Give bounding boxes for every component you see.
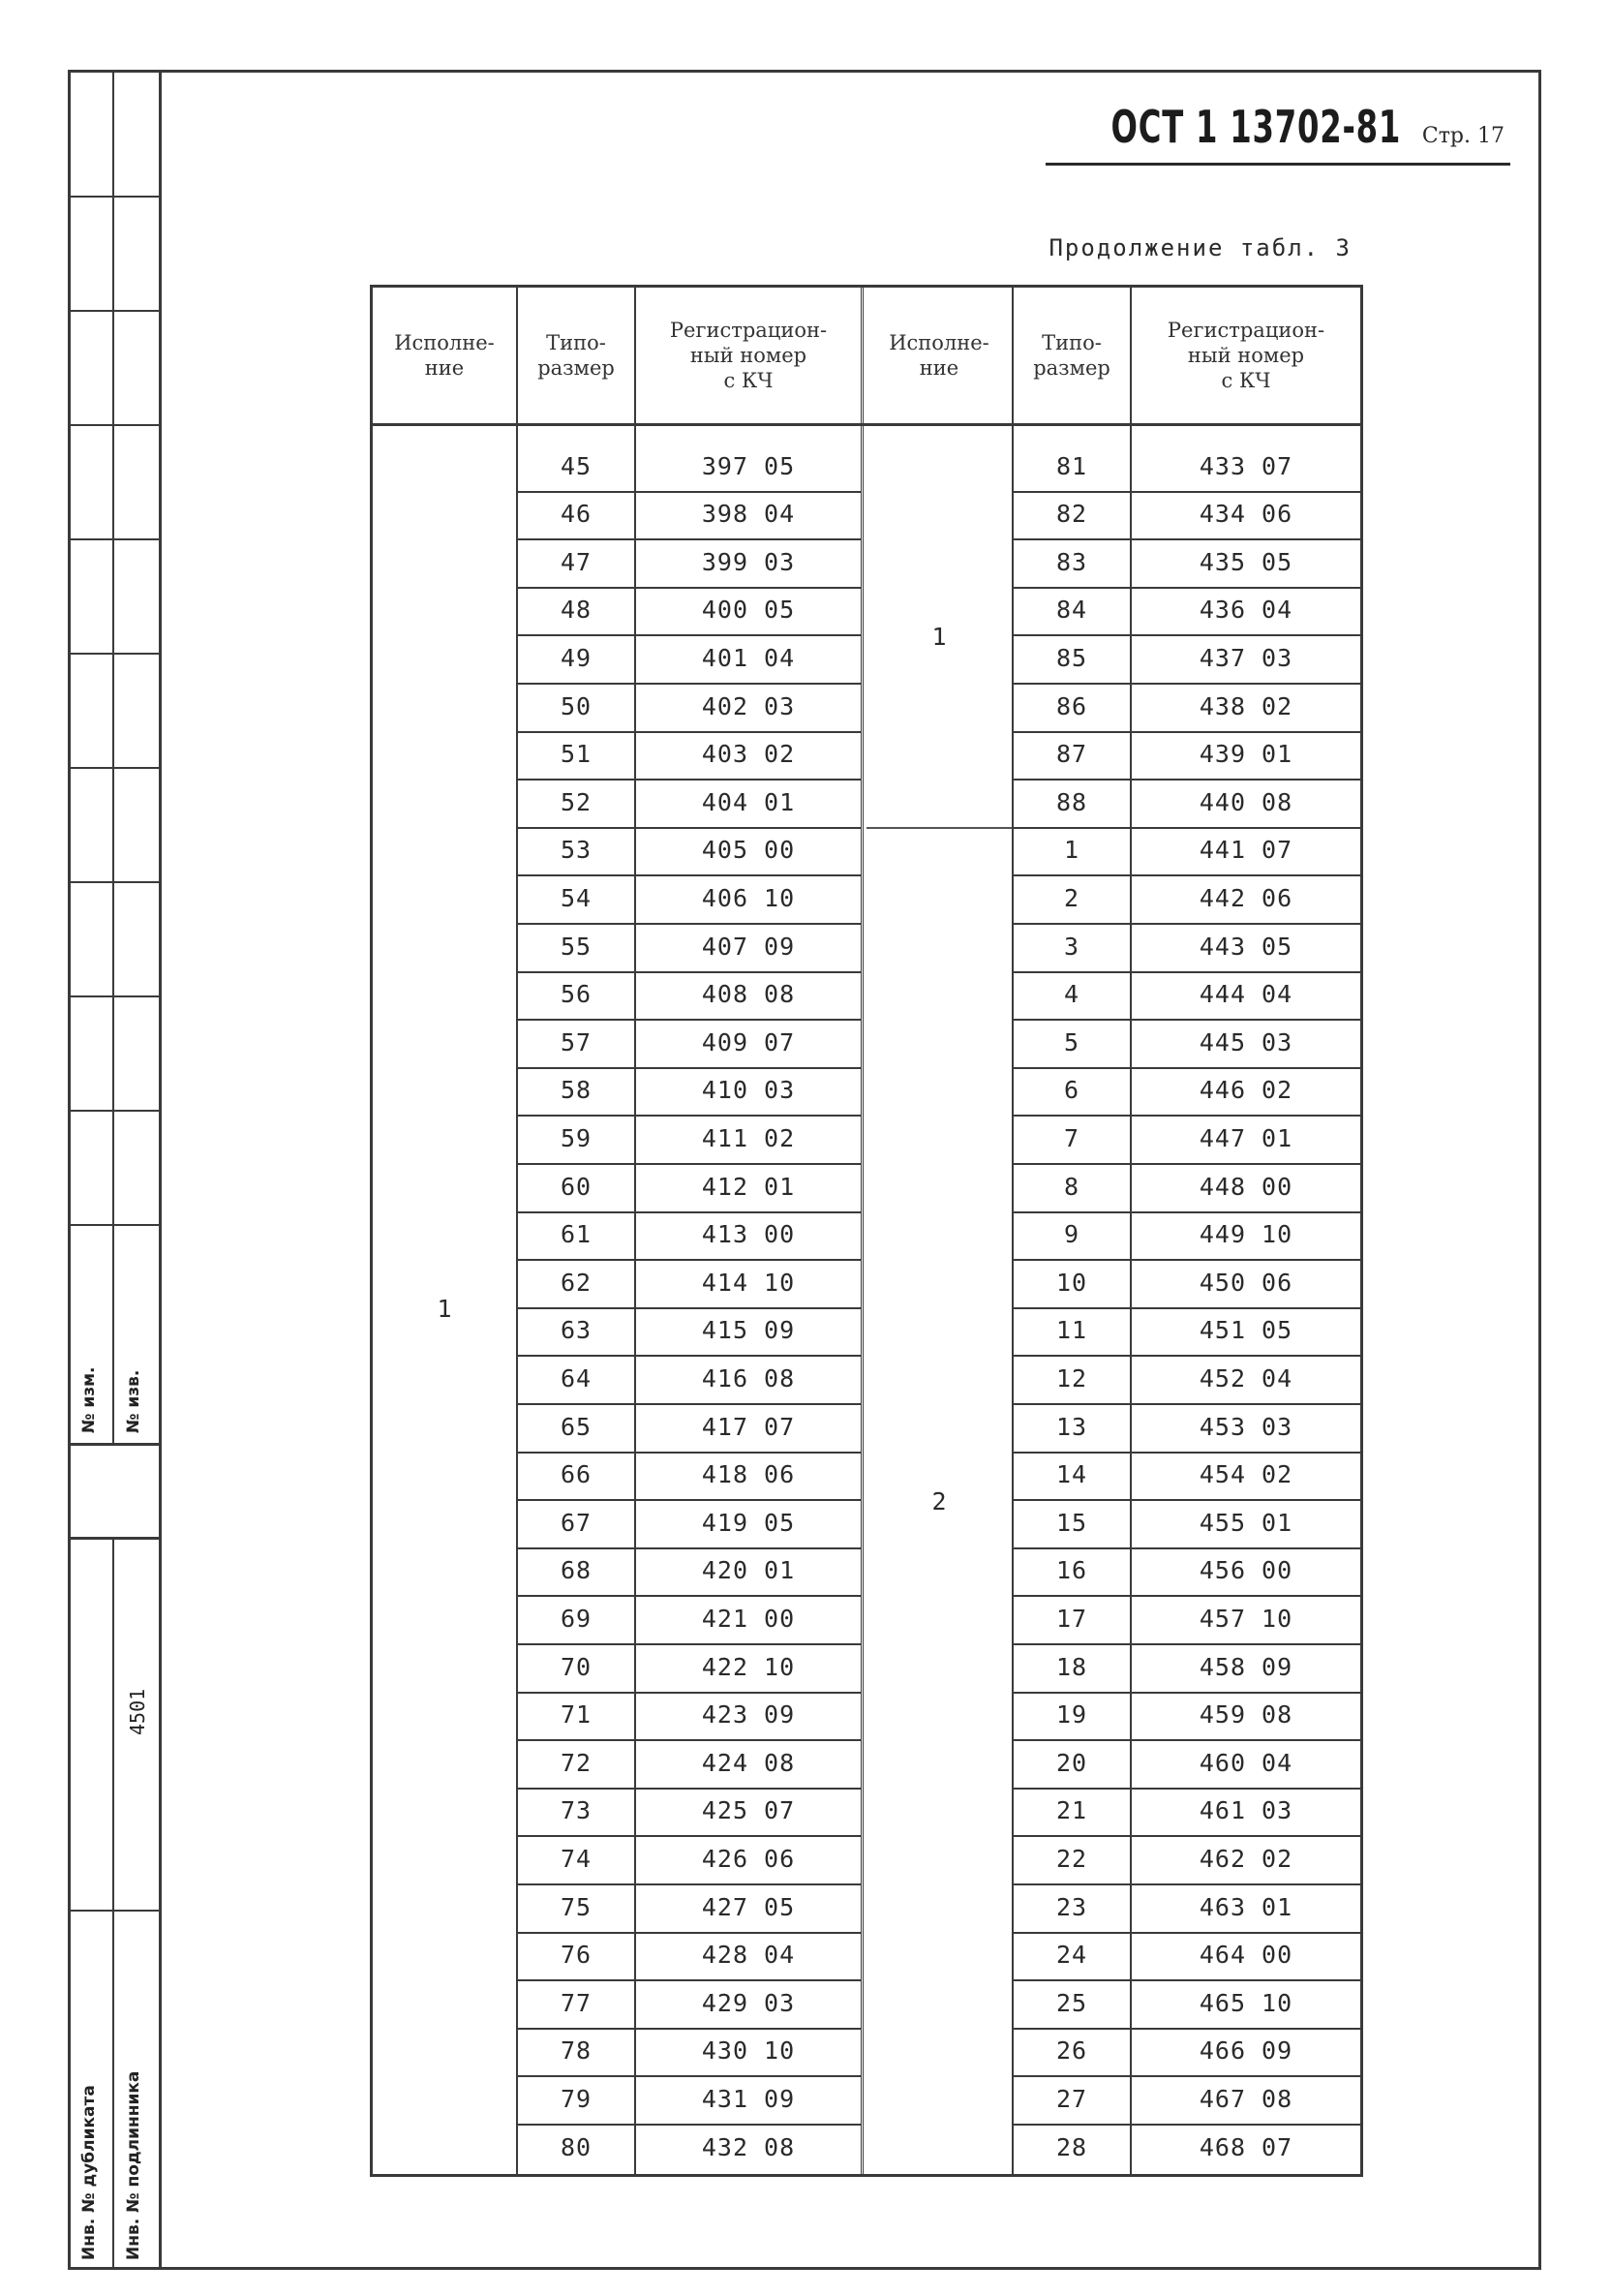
size-cell: 12 [1055,1363,1088,1393]
size-cell: 46 [560,500,593,529]
regnum-cell: 411 02 [701,1123,796,1152]
size-cell: 71 [560,1700,593,1730]
size-cell: 21 [1055,1796,1088,1825]
size-cell: 45 [560,451,593,480]
regnum-cell: 401 04 [701,643,796,672]
execution-cell-left: 1 [437,1295,452,1324]
regnum-cell: 417 07 [701,1412,796,1441]
regnum-cell: 441 07 [1199,836,1293,865]
size-cell: 58 [560,1076,593,1105]
label-original-inventory: Инв. № подлинника [124,2070,143,2260]
regnum-cell: 418 06 [701,1460,796,1489]
document-code: ОСТ 1 13702-81 [1110,101,1401,153]
regnum-cell: 400 05 [701,596,796,625]
regnum-cell: 399 03 [701,547,796,576]
regnum-cell: 456 00 [1199,1556,1293,1585]
size-cell: 82 [1055,500,1088,529]
regnum-cell: 409 07 [701,1027,796,1056]
regnum-cell: 437 03 [1199,643,1293,672]
regnum-cell: 442 06 [1199,883,1293,912]
size-cell: 75 [560,1892,593,1921]
size-cell: 68 [560,1556,593,1585]
size-cell: 86 [1055,691,1088,720]
regnum-cell: 398 04 [701,500,796,529]
regnum-cell: 455 01 [1199,1508,1293,1537]
size-cell: 85 [1055,643,1088,672]
size-cell: 6 [1063,1076,1080,1105]
regnum-cell: 430 10 [701,2036,796,2066]
size-cell: 66 [560,1460,593,1489]
regnum-cell: 419 05 [701,1508,796,1537]
table-continuation-label: Продолжение табл. 3 [1049,234,1352,261]
size-cell: 26 [1055,2036,1088,2066]
size-cell: 17 [1055,1604,1088,1633]
regnum-cell: 466 09 [1199,2036,1293,2066]
size-cell: 2 [1063,883,1080,912]
regnum-cell: 446 02 [1199,1076,1293,1105]
size-cell: 59 [560,1123,593,1152]
regnum-cell: 449 10 [1199,1220,1293,1249]
regnum-cell: 421 00 [701,1604,796,1633]
size-cell: 64 [560,1363,593,1393]
regnum-cell: 461 03 [1199,1796,1293,1825]
size-cell: 62 [560,1268,593,1297]
regnum-cell: 432 08 [701,2132,796,2161]
regnum-cell: 404 01 [701,787,796,816]
registration-table [370,285,1363,2177]
size-cell: 80 [560,2132,593,2161]
regnum-cell: 460 04 [1199,1748,1293,1777]
size-cell: 14 [1055,1460,1088,1489]
size-cell: 53 [560,836,593,865]
size-cell: 8 [1063,1172,1080,1201]
regnum-cell: 424 08 [701,1748,796,1777]
regnum-cell: 439 01 [1199,740,1293,769]
execution-cell-right: 1 [931,622,947,651]
header-execution-left: Исполне- ние [394,330,495,380]
size-cell: 57 [560,1027,593,1056]
size-cell: 13 [1055,1412,1088,1441]
regnum-cell: 453 03 [1199,1412,1293,1441]
size-cell: 15 [1055,1508,1088,1537]
regnum-cell: 428 04 [701,1941,796,1970]
size-cell: 79 [560,2084,593,2113]
document-header [1029,101,1505,153]
regnum-cell: 436 04 [1199,596,1293,625]
regnum-cell: 462 02 [1199,1844,1293,1873]
size-cell: 52 [560,787,593,816]
size-cell: 28 [1055,2132,1088,2161]
regnum-cell: 405 00 [701,836,796,865]
size-cell: 56 [560,980,593,1009]
size-cell: 27 [1055,2084,1088,2113]
regnum-cell: 406 10 [701,883,796,912]
regnum-cell: 465 10 [1199,1988,1293,2017]
size-cell: 67 [560,1508,593,1537]
regnum-cell: 440 08 [1199,787,1293,816]
size-cell: 65 [560,1412,593,1441]
regnum-cell: 415 09 [701,1316,796,1345]
size-cell: 7 [1063,1123,1080,1152]
size-cell: 61 [560,1220,593,1249]
label-notice-number: № изв. [124,1369,143,1433]
size-cell: 22 [1055,1844,1088,1873]
size-cell: 20 [1055,1748,1088,1777]
regnum-cell: 459 08 [1199,1700,1293,1730]
regnum-cell: 425 07 [701,1796,796,1825]
regnum-cell: 416 08 [701,1363,796,1393]
size-cell: 50 [560,691,593,720]
regnum-cell: 444 04 [1199,980,1293,1009]
size-cell: 72 [560,1748,593,1777]
regnum-cell: 434 06 [1199,500,1293,529]
size-cell: 63 [560,1316,593,1345]
regnum-cell: 408 08 [701,980,796,1009]
size-cell: 1 [1063,836,1080,865]
regnum-cell: 463 01 [1199,1892,1293,1921]
size-cell: 49 [560,643,593,672]
label-change-number: № изм. [79,1366,99,1433]
regnum-cell: 445 03 [1199,1027,1293,1056]
header-regnum-left: Регистрацион- ный номер с КЧ [669,318,828,393]
regnum-cell: 464 00 [1199,1941,1293,1970]
regnum-cell: 443 05 [1199,932,1293,961]
size-cell: 76 [560,1941,593,1970]
regnum-cell: 423 09 [701,1700,796,1730]
regnum-cell: 402 03 [701,691,796,720]
regnum-cell: 427 05 [701,1892,796,1921]
size-cell: 24 [1055,1941,1088,1970]
header-underline [1046,163,1510,166]
size-cell: 25 [1055,1988,1088,2017]
size-cell: 18 [1055,1652,1088,1681]
regnum-cell: 435 05 [1199,547,1293,576]
inventory-number: 4501 [126,1688,149,1735]
size-cell: 84 [1055,596,1088,625]
size-cell: 23 [1055,1892,1088,1921]
size-cell: 11 [1055,1316,1088,1345]
header-size-left: Типо- размер [537,330,615,380]
execution-cell-right: 2 [931,1486,947,1515]
regnum-cell: 397 05 [701,451,796,480]
regnum-cell: 422 10 [701,1652,796,1681]
regnum-cell: 451 05 [1199,1316,1293,1345]
regnum-cell: 429 03 [701,1988,796,2017]
size-cell: 87 [1055,740,1088,769]
size-cell: 5 [1063,1027,1080,1056]
regnum-cell: 438 02 [1199,691,1293,720]
size-cell: 60 [560,1172,593,1201]
size-cell: 73 [560,1796,593,1825]
regnum-cell: 450 06 [1199,1268,1293,1297]
size-cell: 19 [1055,1700,1088,1730]
regnum-cell: 431 09 [701,2084,796,2113]
regnum-cell: 457 10 [1199,1604,1293,1633]
page-number: Стр. 17 [1421,124,1505,148]
size-cell: 74 [560,1844,593,1873]
regnum-cell: 413 00 [701,1220,796,1249]
header-size-right: Типо- размер [1033,330,1110,380]
label-duplicate-inventory: Инв. № дубликата [79,2085,99,2260]
regnum-cell: 414 10 [701,1268,796,1297]
regnum-cell: 447 01 [1199,1123,1293,1152]
size-cell: 77 [560,1988,593,2017]
regnum-cell: 412 01 [701,1172,796,1201]
size-cell: 81 [1055,451,1088,480]
regnum-cell: 403 02 [701,740,796,769]
regnum-cell: 426 06 [701,1844,796,1873]
size-cell: 88 [1055,787,1088,816]
size-cell: 55 [560,932,593,961]
header-rule [373,423,1360,426]
size-cell: 78 [560,2036,593,2066]
size-cell: 70 [560,1652,593,1681]
regnum-cell: 410 03 [701,1076,796,1105]
header-execution-right: Исполне- ние [889,330,989,380]
size-cell: 48 [560,596,593,625]
header-regnum-right: Регистрацион- ный номер с КЧ [1167,318,1325,393]
size-cell: 51 [560,740,593,769]
size-cell: 69 [560,1604,593,1633]
regnum-cell: 448 00 [1199,1172,1293,1201]
size-cell: 4 [1063,980,1080,1009]
regnum-cell: 433 07 [1199,451,1293,480]
size-cell: 83 [1055,547,1088,576]
regnum-cell: 420 01 [701,1556,796,1585]
size-cell: 10 [1055,1268,1088,1297]
regnum-cell: 407 09 [701,932,796,961]
regnum-cell: 468 07 [1199,2132,1293,2161]
size-cell: 54 [560,883,593,912]
size-cell: 47 [560,547,593,576]
size-cell: 9 [1063,1220,1080,1249]
regnum-cell: 467 08 [1199,2084,1293,2113]
regnum-cell: 458 09 [1199,1652,1293,1681]
regnum-cell: 452 04 [1199,1363,1293,1393]
size-cell: 16 [1055,1556,1088,1585]
size-cell: 3 [1063,932,1080,961]
regnum-cell: 454 02 [1199,1460,1293,1489]
